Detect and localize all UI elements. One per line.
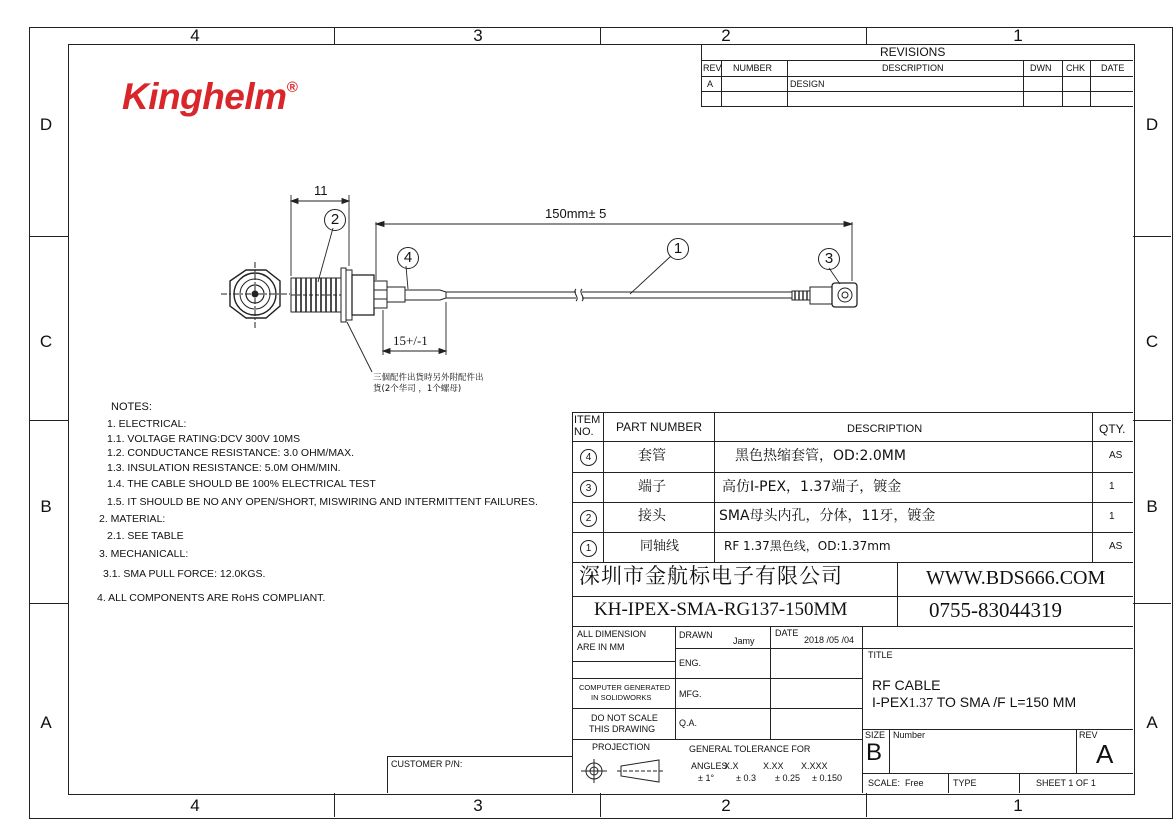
customer-pn-label: CUSTOMER P/N:	[391, 759, 463, 769]
note-line: 1.2. CONDUCTANCE RESISTANCE: 3.0 OHM/MAX.	[107, 447, 354, 459]
bom-header-qty: QTY.	[1099, 422, 1126, 436]
bom-item-circle	[580, 510, 597, 527]
bom-header-description: DESCRIPTION	[847, 423, 923, 435]
eng-label: ENG.	[679, 658, 702, 668]
dimension-11-label: 11	[314, 183, 328, 198]
tolerance-title: GENERAL TOLERANCE FOR	[689, 744, 811, 754]
rev-row-rev: A	[707, 79, 714, 89]
zone-bottom-2: 2	[721, 796, 731, 815]
rev-label: REV	[1079, 730, 1098, 740]
bom-qty: 1	[1109, 511, 1115, 522]
bom-item-circle	[580, 449, 597, 466]
date-label: DATE	[775, 628, 799, 638]
tolerance-xxx-value: ± 0.150	[812, 773, 842, 783]
ipex-terminal	[792, 283, 857, 307]
note-line: 2.1. SEE TABLE	[107, 530, 184, 542]
tolerance-xx-value: ± 0.25	[775, 773, 800, 783]
tb-line	[675, 648, 1133, 649]
callout-4	[397, 247, 419, 269]
zone-right-d: D	[1145, 115, 1159, 134]
bom-line	[572, 502, 1133, 503]
bom-desc: 黑色热缩套管，OD:2.0MM	[735, 448, 906, 464]
note-line: 1.1. VOLTAGE RATING:DCV 300V 10MS	[107, 433, 301, 445]
type-label: TYPE	[953, 778, 977, 788]
bom-line	[572, 626, 1133, 627]
zone-left-a: A	[40, 713, 52, 732]
qa-label: Q.A.	[679, 718, 698, 728]
title-line-2	[872, 695, 1076, 711]
title-line-2-prefix: I-PEX	[872, 694, 909, 710]
rev-row-description: DESIGN	[790, 79, 825, 89]
bom-col	[714, 412, 715, 562]
note-line: 3. MECHANICALL:	[99, 548, 189, 560]
scale-value: Free	[905, 778, 924, 788]
tb-line	[387, 756, 572, 757]
tb-line	[572, 661, 675, 662]
note-line: 4. ALL COMPONENTS ARE RoHS COMPLIANT.	[97, 592, 326, 604]
zone-right-b: B	[1146, 497, 1158, 516]
callout-1	[667, 238, 689, 260]
zone-top-3: 3	[473, 26, 483, 45]
callout-2-label: 2	[330, 211, 340, 228]
title-label: TITLE	[868, 650, 893, 660]
size-label: SIZE	[865, 730, 886, 740]
logo-text: Kinghelm	[122, 76, 287, 117]
bom-col	[897, 562, 898, 626]
company-name: 深圳市金航标电子有限公司	[579, 564, 843, 588]
revisions-title: REVISIONS	[880, 45, 946, 59]
note-line: 3.1. SMA PULL FORCE: 12.0KGS.	[103, 568, 266, 580]
bom-col	[572, 412, 573, 793]
bom-line	[572, 596, 1133, 597]
tb-line	[572, 678, 862, 679]
bom-item-circle	[580, 540, 597, 557]
bom-col	[1092, 412, 1093, 562]
rev-value: A	[1096, 739, 1114, 769]
title-line-2-size: 1.37	[908, 696, 934, 711]
bom-qty: 1	[1109, 481, 1115, 492]
computer-generated-1: COMPUTER GENERATED	[579, 683, 671, 692]
sma-thread-body	[291, 268, 387, 322]
zone-right-a: A	[1146, 713, 1158, 732]
bom-line	[572, 532, 1133, 533]
tb-line	[862, 773, 1133, 774]
bom-desc: RF 1.37黑色线，OD:1.37mm	[724, 539, 891, 553]
tb-col	[1019, 773, 1020, 793]
bom-part: 端子	[638, 479, 666, 495]
bom-line	[572, 472, 1133, 473]
note-line: 1. ELECTRICAL:	[107, 418, 187, 430]
projection-symbol	[577, 756, 669, 788]
all-dimension-label-2: ARE IN MM	[577, 642, 625, 652]
title-line-1: RF CABLE	[872, 677, 941, 693]
computer-generated-2: IN SOLIDWORKS	[591, 693, 652, 702]
dimension-150	[376, 222, 852, 282]
coax-cable	[446, 289, 792, 301]
bom-part: 同轴线	[640, 539, 680, 554]
mfg-label: MFG.	[679, 689, 702, 699]
projection-label: PROJECTION	[592, 742, 651, 752]
tolerance-xx-label: X.XX	[763, 761, 784, 771]
bom-header-no: NO.	[574, 426, 594, 438]
dimension-11	[291, 195, 349, 276]
tb-col	[387, 756, 388, 793]
tb-col	[862, 626, 863, 793]
drawn-label: DRAWN	[679, 630, 713, 640]
bom-item-number: 3	[585, 483, 592, 494]
rev-header-chk: CHK	[1066, 63, 1086, 73]
accessory-note-line2: 貨(2个华司 ，1个螺母)	[373, 384, 462, 394]
note-line: 2. MATERIAL:	[99, 513, 166, 525]
zone-top-2: 2	[721, 26, 731, 45]
zone-top-1: 1	[1013, 26, 1023, 45]
zone-left-b: B	[40, 497, 52, 516]
logo-registered-mark: ®	[286, 79, 298, 96]
tb-col	[675, 626, 676, 739]
sheet-text: SHEET 1 OF 1	[1036, 778, 1096, 788]
rev-header-date: DATE	[1101, 63, 1125, 73]
dimension-15-label: 15+/-1	[393, 333, 428, 348]
note-line: 1.5. IT SHOULD BE NO ANY OPEN/SHORT, MISWIRING AND INTERMITTENT FAILURES.	[107, 496, 538, 508]
callout-3-label: 3	[824, 250, 834, 267]
tb-col	[1076, 729, 1077, 773]
bom-item-number: 4	[585, 452, 592, 463]
zone-bottom-3: 3	[473, 796, 483, 815]
bom-line	[572, 441, 1133, 442]
callout-leaders	[318, 228, 840, 372]
bom-item-number: 1	[585, 543, 592, 554]
callout-3	[818, 248, 840, 270]
title-line-2-suffix: TO SMA /F L=150 MM	[933, 694, 1077, 710]
zone-left-d: D	[39, 115, 53, 134]
bom-qty: AS	[1109, 541, 1123, 552]
date-value: 2018 /05 /04	[804, 635, 855, 645]
note-line: 1.3. INSULATION RESISTANCE: 5.0M OHM/MIN.	[107, 462, 341, 474]
do-not-scale-1: DO NOT SCALE	[591, 713, 658, 723]
zone-bottom-4: 4	[190, 796, 200, 815]
drawn-value: Jamy	[733, 636, 755, 646]
bom-item-circle	[580, 480, 597, 497]
bom-desc: SMA母头内孔，分体，11牙，镀金	[719, 508, 936, 524]
accessory-note-line1: 三個配件出貨時另外附配件出	[373, 373, 484, 383]
callout-4-label: 4	[403, 249, 413, 266]
company-website: WWW.BDS666.COM	[926, 567, 1106, 589]
tb-col	[770, 626, 771, 739]
rev-header-dwn: DWN	[1030, 63, 1052, 73]
rev-header-number: NUMBER	[733, 63, 773, 73]
bom-part: 套管	[638, 448, 666, 464]
bom-col	[603, 412, 604, 562]
callout-1-label: 1	[673, 240, 683, 257]
rev-header-rev: REV	[703, 63, 722, 73]
bom-part: 接头	[638, 508, 666, 524]
bom-item-number: 2	[585, 513, 592, 524]
tb-col	[948, 773, 949, 793]
heat-shrink-sleeve	[387, 287, 446, 302]
model-number: KH-IPEX-SMA-RG137-150MM	[594, 599, 848, 620]
zone-right-c: C	[1145, 332, 1159, 351]
do-not-scale-2: THIS DRAWING	[589, 724, 656, 734]
bom-line	[572, 562, 1133, 563]
sma-front-view	[221, 262, 290, 328]
rev-header-description: DESCRIPTION	[882, 63, 944, 73]
zone-top-4: 4	[190, 26, 200, 45]
bom-line	[572, 412, 1133, 413]
company-phone: 0755-83044319	[929, 598, 1062, 622]
callout-2	[324, 209, 346, 231]
tb-col	[889, 729, 890, 773]
tolerance-x-value: ± 0.3	[736, 773, 756, 783]
zone-bottom-1: 1	[1013, 796, 1023, 815]
bom-qty: AS	[1109, 450, 1123, 461]
all-dimension-label-1: ALL DIMENSION	[577, 629, 647, 639]
dimension-length-label: 150mm± 5	[545, 206, 607, 221]
number-label: Number	[893, 730, 926, 740]
tb-line	[572, 739, 862, 740]
note-line: 1.4. THE CABLE SHOULD BE 100% ELECTRICAL TEST	[107, 478, 376, 490]
tb-line	[572, 708, 862, 709]
tolerance-angle-value: ± 1°	[698, 773, 715, 783]
bom-header-part-number: PART NUMBER	[616, 420, 703, 434]
tolerance-x-label: X.X	[724, 761, 739, 771]
tolerance-angles-label: ANGLES	[691, 761, 728, 771]
tolerance-xxx-label: X.XXX	[801, 761, 828, 771]
notes-title: NOTES:	[111, 401, 152, 413]
zone-left-c: C	[39, 332, 53, 351]
scale-label: SCALE:	[868, 778, 901, 788]
size-value: B	[866, 739, 883, 766]
bom-desc: 高仿I-PEX，1.37端子，镀金	[722, 479, 902, 495]
bom-header-item: ITEM	[574, 414, 601, 426]
